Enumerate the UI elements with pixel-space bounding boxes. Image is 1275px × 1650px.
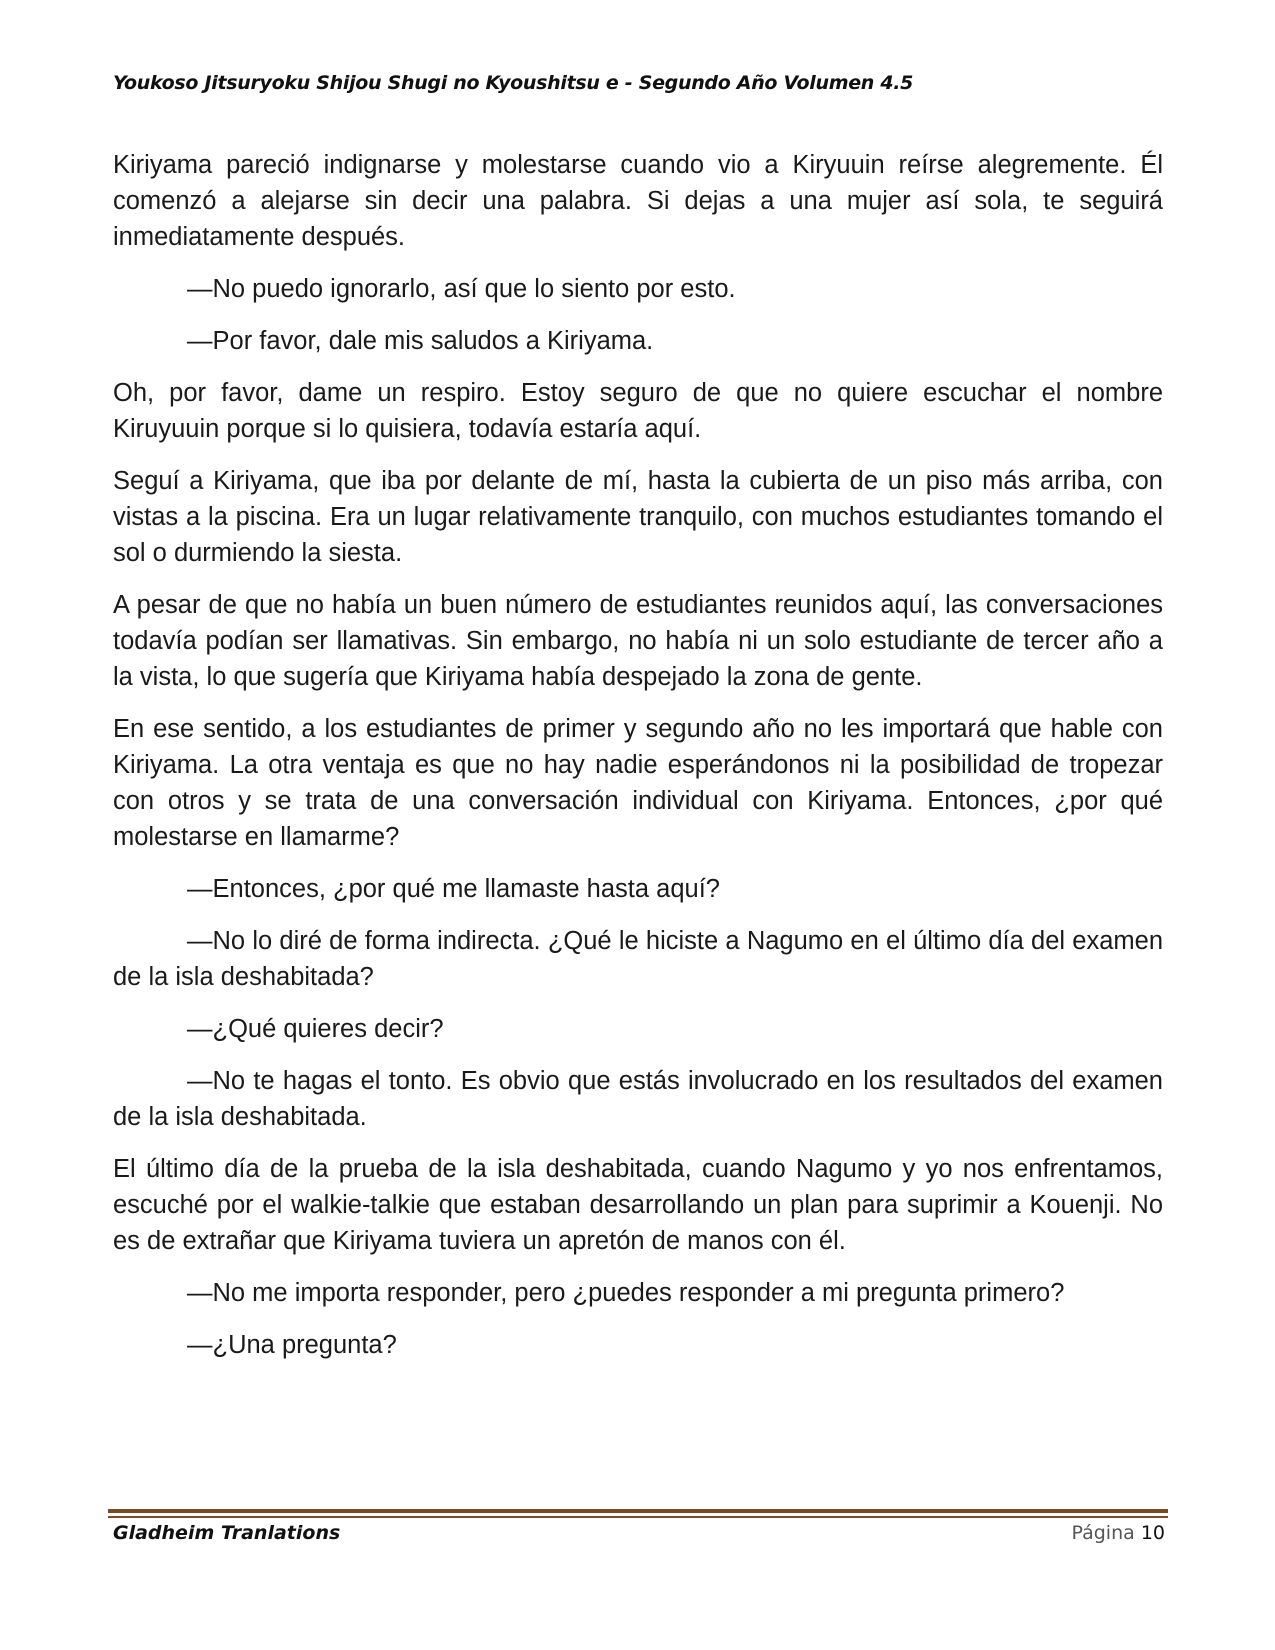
paragraph: El último día de la prueba de la isla deshabitada, cuando Nagumo y yo nos enfrentamos, escuché por el walkie-talkie que estaban desarrollando un plan para suprimir a Kouenji. No es de extrañar que Kiriyama tuviera un apretón de manos con él. <box>113 1155 1163 1255</box>
dialog-line: —No puedo ignorarlo, así que lo siento por esto. <box>187 275 736 303</box>
page-body <box>113 147 1163 1379</box>
paragraph: Seguí a Kiriyama, que iba por delante de mí, hasta la cubierta de un piso más arriba, con vistas a la piscina. Era un lugar relativamente tranquilo, con muchos estudiantes tomando el sol o durmiendo la siesta. <box>113 467 1163 567</box>
running-header: Youkoso Jitsuryoku Shijou Shugi no Kyoushitsu e - Segundo Año Volumen 4.5 <box>113 72 914 94</box>
dialog-line: —No me importa responder, pero ¿puedes responder a mi pregunta primero? <box>187 1279 1065 1307</box>
footer-credit: Gladheim Tranlations <box>113 1522 341 1544</box>
dialog-line: —No lo diré de forma indirecta. ¿Qué le hiciste a Nagumo en el último día del examen de la isla deshabitada? <box>113 927 1163 991</box>
dialog-line: —Por favor, dale mis saludos a Kiriyama. <box>187 327 654 355</box>
dialog-line: —¿Una pregunta? <box>187 1331 397 1359</box>
dialog-line: —¿Qué quieres decir? <box>187 1015 444 1043</box>
dialog-line: —Entonces, ¿por qué me llamaste hasta aquí? <box>187 875 720 903</box>
footer-rule-thin <box>108 1516 1168 1518</box>
page-label: Página <box>1071 1522 1135 1544</box>
footer-rule-thick <box>108 1509 1168 1513</box>
page-number-value: 10 <box>1140 1522 1165 1544</box>
dialog-line: —No te hagas el tonto. Es obvio que estás involucrado en los resultados del examen de la isla deshabitada. <box>113 1067 1163 1131</box>
paragraph: Kiriyama pareció indignarse y molestarse cuando vio a Kiryuuin reírse alegremente. Él comenzó a alejarse sin decir una palabra. Si dejas a una mujer así sola, te seguirá inmediatamente después. <box>113 151 1163 251</box>
page-number <box>1071 1522 1165 1544</box>
paragraph: Oh, por favor, dame un respiro. Estoy seguro de que no quiere escuchar el nombre Kiruyuuin porque si lo quisiera, todavía estaría aquí. <box>113 379 1163 443</box>
paragraph: En ese sentido, a los estudiantes de primer y segundo año no les importará que hable con Kiriyama. La otra ventaja es que no hay nadie esperándonos ni la posibilidad de tropezar con otros y se trata de una conversación individual con Kiriyama. Entonces, ¿por qué molestarse en llamarme? <box>113 715 1163 851</box>
paragraph: A pesar de que no había un buen número de estudiantes reunidos aquí, las conversaciones todavía podían ser llamativas. Sin embargo, no había ni un solo estudiante de tercer año a la vista, lo que sugería que Kiriyama había despejado la zona de gente. <box>113 591 1163 691</box>
